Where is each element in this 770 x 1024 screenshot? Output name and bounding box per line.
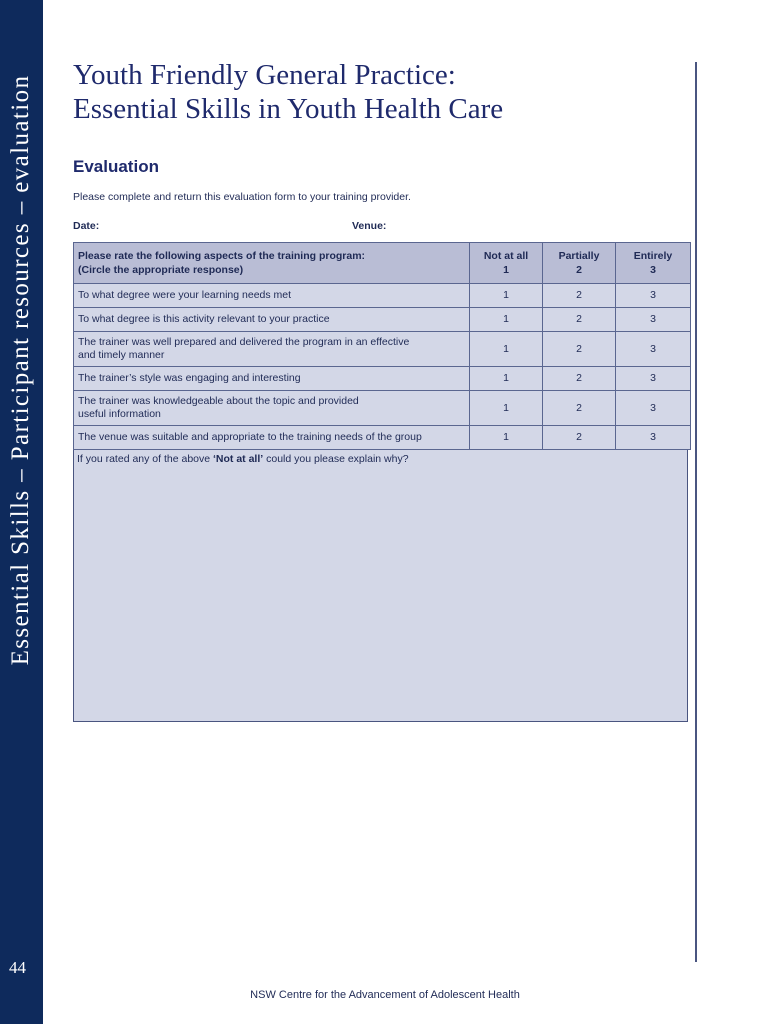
right-margin-rule bbox=[695, 62, 697, 962]
page-title-line-1: Youth Friendly General Practice: bbox=[73, 59, 456, 91]
rating-option-2[interactable]: 2 bbox=[543, 367, 616, 391]
explanation-prompt bbox=[77, 453, 409, 465]
instructions-text: Please complete and return this evaluation form to your training provider. bbox=[73, 191, 411, 203]
question-cell bbox=[74, 367, 470, 391]
rating-option-2[interactable]: 2 bbox=[543, 308, 616, 332]
table-row bbox=[74, 391, 691, 426]
question-header-line-1: Please rate the following aspects of the training program: bbox=[78, 250, 366, 262]
option-label: Entirely bbox=[633, 250, 673, 262]
venue-field[interactable]: Venue: bbox=[352, 220, 387, 232]
rating-option-3[interactable]: 3 bbox=[616, 426, 691, 450]
table-row bbox=[74, 308, 691, 332]
question-text-continued: and timely manner bbox=[78, 349, 165, 361]
rating-option-1[interactable]: 1 bbox=[470, 308, 543, 332]
question-text: The trainer was well prepared and delivered the program in an effective bbox=[78, 336, 410, 348]
table-row bbox=[74, 284, 691, 308]
page-number: 44 bbox=[9, 958, 26, 977]
question-text: The trainer’s style was engaging and interesting bbox=[78, 372, 301, 384]
option-label: Not at all bbox=[483, 250, 529, 262]
question-column-header bbox=[74, 243, 470, 284]
rating-option-2[interactable]: 2 bbox=[543, 426, 616, 450]
option-value: 2 bbox=[576, 264, 582, 276]
table-row bbox=[74, 426, 691, 450]
partially-column-header bbox=[543, 243, 616, 284]
rating-option-3[interactable]: 3 bbox=[616, 284, 691, 308]
question-text: The venue was suitable and appropriate to the training needs of the group bbox=[78, 431, 422, 443]
explanation-suffix: could you please explain why? bbox=[263, 453, 409, 465]
rating-option-1[interactable]: 1 bbox=[470, 367, 543, 391]
table-row bbox=[74, 332, 691, 367]
question-header-line-2: (Circle the appropriate response) bbox=[78, 264, 244, 276]
table-header-row bbox=[74, 243, 691, 284]
question-cell bbox=[74, 284, 470, 308]
rating-option-1[interactable]: 1 bbox=[470, 284, 543, 308]
question-cell bbox=[74, 391, 470, 426]
rating-option-3[interactable]: 3 bbox=[616, 391, 691, 426]
rating-option-1[interactable]: 1 bbox=[470, 332, 543, 367]
page-title-line-2: Essential Skills in Youth Health Care bbox=[73, 93, 504, 125]
table-row bbox=[74, 367, 691, 391]
sidebar-title: Essential Skills – Participant resources – evaluation bbox=[7, 74, 34, 666]
sidebar bbox=[0, 0, 43, 1024]
rating-option-1[interactable]: 1 bbox=[470, 426, 543, 450]
section-heading: Evaluation bbox=[73, 157, 159, 176]
entirely-column-header bbox=[616, 243, 691, 284]
option-label: Partially bbox=[558, 250, 600, 262]
rating-option-2[interactable]: 2 bbox=[543, 332, 616, 367]
rating-option-3[interactable]: 3 bbox=[616, 367, 691, 391]
rating-option-3[interactable]: 3 bbox=[616, 332, 691, 367]
question-cell bbox=[74, 332, 470, 367]
question-text-continued: useful information bbox=[78, 408, 161, 420]
question-cell bbox=[74, 308, 470, 332]
question-cell bbox=[74, 426, 470, 450]
question-text: To what degree were your learning needs met bbox=[78, 289, 292, 301]
footer bbox=[0, 989, 770, 1001]
rating-table bbox=[73, 242, 691, 450]
explanation-prefix: If you rated any of the above bbox=[77, 453, 214, 465]
explanation-emphasis: ‘Not at all’ bbox=[213, 453, 264, 465]
option-value: 3 bbox=[650, 264, 656, 276]
rating-option-3[interactable]: 3 bbox=[616, 308, 691, 332]
footer-text: NSW Centre for the Advancement of Adolescent Health bbox=[250, 989, 520, 1001]
question-text: The trainer was knowledgeable about the topic and provided bbox=[78, 395, 359, 407]
question-text: To what degree is this activity relevant to your practice bbox=[78, 313, 330, 325]
page-title bbox=[73, 58, 503, 126]
rating-option-2[interactable]: 2 bbox=[543, 391, 616, 426]
rating-option-2[interactable]: 2 bbox=[543, 284, 616, 308]
date-field[interactable]: Date: bbox=[73, 220, 100, 232]
not-at-all-column-header bbox=[470, 243, 543, 284]
rating-option-1[interactable]: 1 bbox=[470, 391, 543, 426]
option-value: 1 bbox=[503, 264, 509, 276]
